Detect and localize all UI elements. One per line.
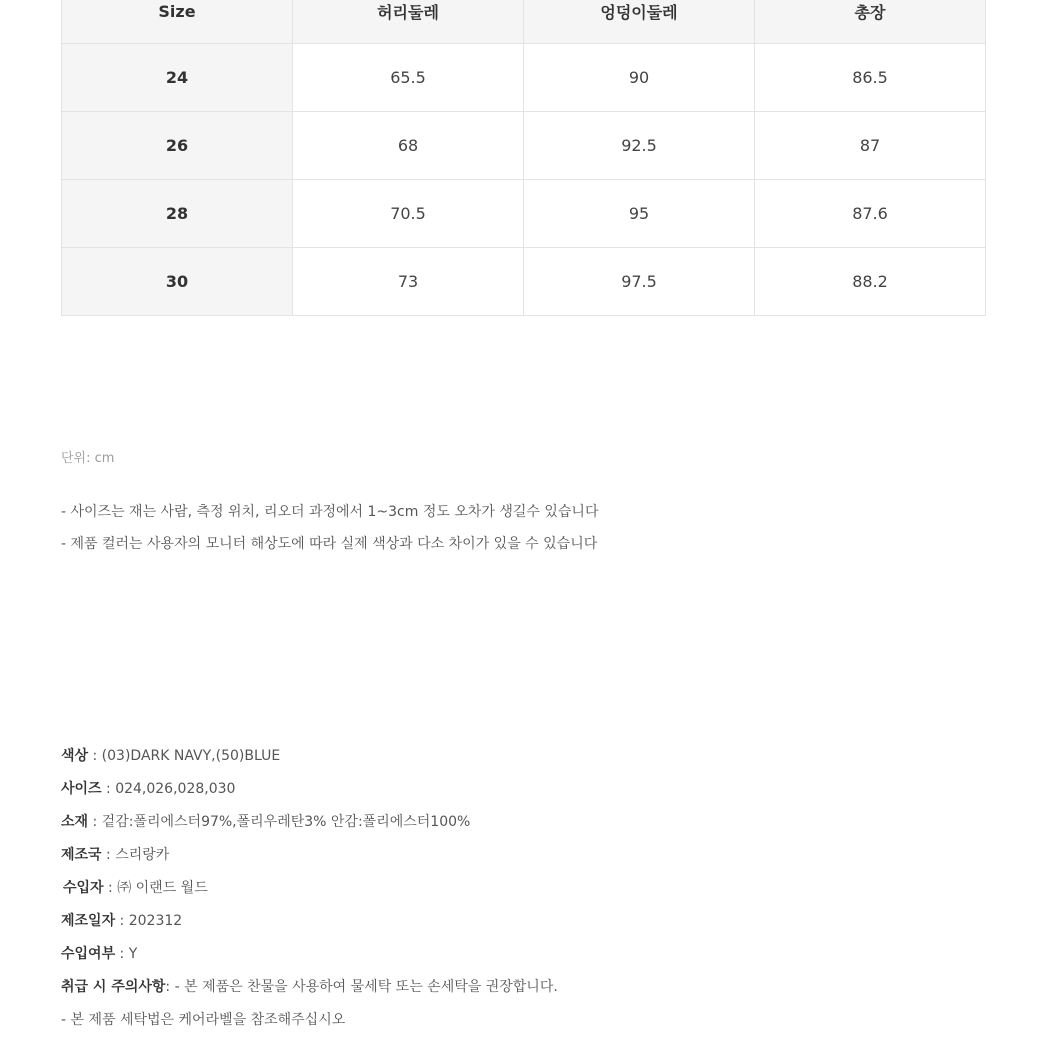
- info-value: : 겉감:폴리에스터97%,폴리우레탄3% 안감:폴리에스터100%: [88, 814, 471, 830]
- care-line: - 본 제품 세탁법은 케어라벨을 참조해주십시오: [61, 1012, 346, 1028]
- length-cell: 87.6: [755, 180, 986, 248]
- note-line: - 사이즈는 재는 사람, 측정 위치, 리오더 과정에서 1~3cm 정도 오차가 생길수 있습니다: [61, 504, 599, 520]
- info-label: 취급 시 주의사항: [61, 979, 166, 995]
- info-label: 수입여부: [61, 946, 116, 962]
- size-table-header-row: [62, 0, 986, 44]
- length-cell: 87: [755, 112, 986, 180]
- info-value: : (03)DARK NAVY,(50)BLUE: [88, 748, 281, 764]
- note-line: - 제품 컬러는 사용자의 모니터 해상도에 따라 실제 색상과 다소 차이가 있을 수 있습니다: [61, 536, 598, 552]
- product-info: [61, 745, 558, 1042]
- length-cell: 86.5: [755, 44, 986, 112]
- info-label: 색상: [61, 748, 89, 764]
- header-waist: 허리둘레: [293, 0, 524, 44]
- hip-cell: 92.5: [524, 112, 755, 180]
- header-length: 총장: [755, 0, 986, 44]
- waist-cell: 70.5: [293, 180, 524, 248]
- size-cell: 26: [62, 112, 293, 180]
- table-row: [62, 44, 986, 112]
- table-row: [62, 248, 986, 316]
- info-value: : 024,026,028,030: [101, 781, 236, 797]
- info-label: 소재: [61, 814, 89, 830]
- info-importer: [61, 877, 558, 910]
- info-label: 사이즈: [61, 781, 102, 797]
- info-label: 수입자: [63, 880, 104, 896]
- waist-cell: 68: [293, 112, 524, 180]
- info-care: [61, 976, 558, 1009]
- info-sizes: [61, 778, 558, 811]
- info-manufacture-date: [61, 910, 558, 943]
- waist-cell: 73: [293, 248, 524, 316]
- hip-cell: 90: [524, 44, 755, 112]
- length-cell: 88.2: [755, 248, 986, 316]
- info-value: : ㈜ 이랜드 월드: [103, 880, 208, 896]
- table-row: [62, 112, 986, 180]
- waist-cell: 65.5: [293, 44, 524, 112]
- size-table: [61, 0, 986, 316]
- info-material: [61, 811, 558, 844]
- hip-cell: 95: [524, 180, 755, 248]
- size-cell: 30: [62, 248, 293, 316]
- unit-note: 단위: cm: [61, 451, 115, 466]
- header-size: Size: [62, 0, 293, 44]
- size-cell: 24: [62, 44, 293, 112]
- info-color: [61, 745, 558, 778]
- info-label: 제조국: [61, 847, 102, 863]
- info-country: [61, 844, 558, 877]
- table-row: [62, 180, 986, 248]
- info-label: 제조일자: [61, 913, 116, 929]
- info-value: : - 본 제품은 찬물을 사용하여 물세탁 또는 손세탁을 권장합니다.: [165, 979, 558, 995]
- info-import-status: [61, 943, 558, 976]
- info-value: : Y: [115, 946, 138, 962]
- size-notes: [61, 501, 598, 565]
- header-hip: 엉덩이둘레: [524, 0, 755, 44]
- hip-cell: 97.5: [524, 248, 755, 316]
- info-value: : 스리랑카: [101, 847, 170, 863]
- info-value: : 202312: [115, 913, 183, 929]
- size-cell: 28: [62, 180, 293, 248]
